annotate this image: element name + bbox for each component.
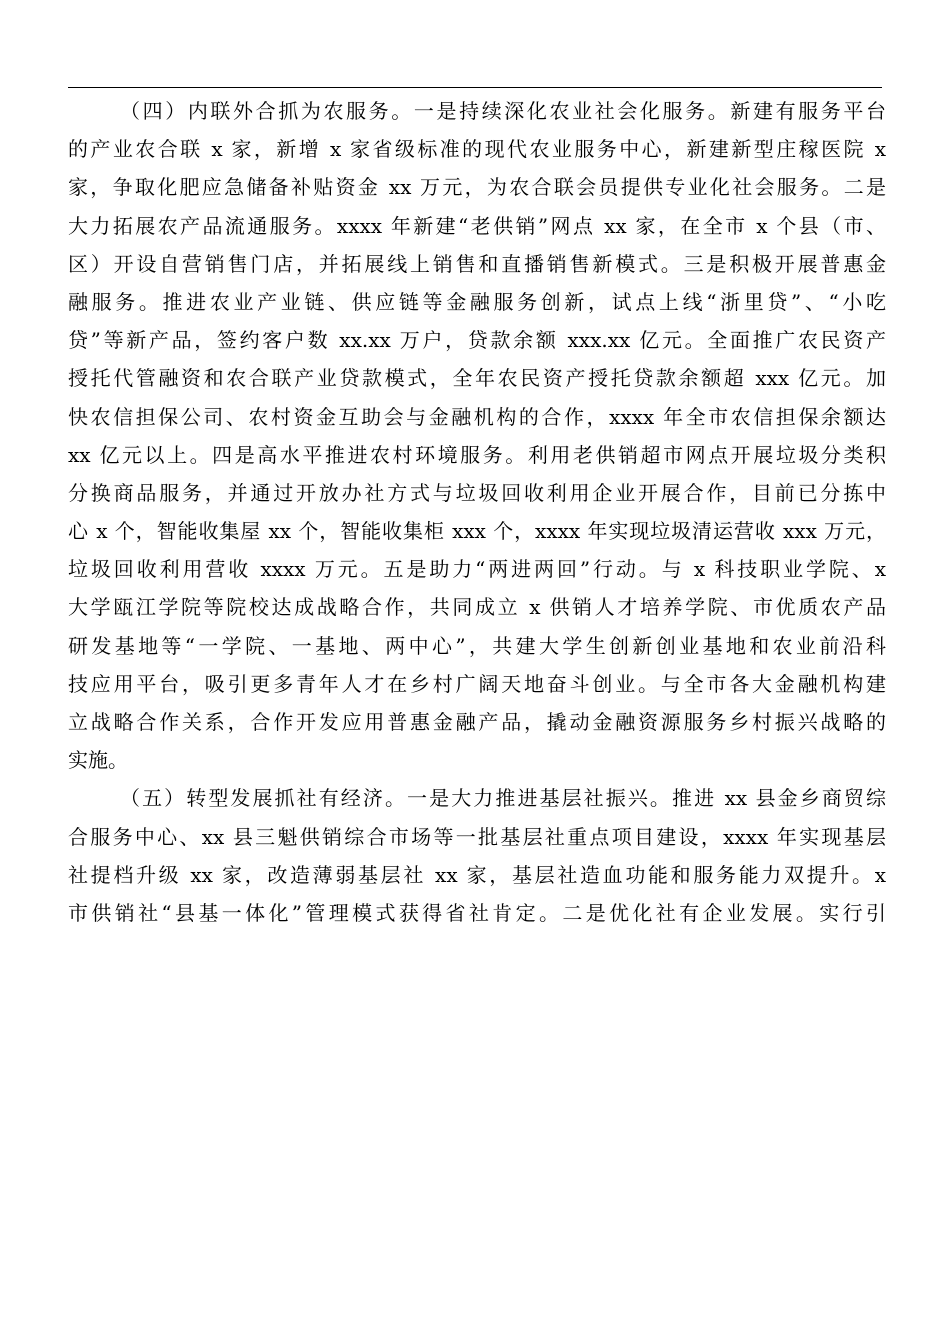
text-line: 心 x 个，智能收集屋 xx 个，智能收集柜 xxx 个，xxxx 年实现垃圾清运营收 xxx 万元， [68, 519, 886, 544]
text-line: 区）开设自营销售门店，并拓展线上销售和直播销售新模式。三是积极开展普惠金 [68, 251, 886, 276]
text-line: 实施。 [68, 748, 128, 773]
text-line: 分换商品服务，并通过开放办社方式与垃圾回收利用企业开展合作，目前已分拣中 [68, 480, 886, 505]
text-line: 合服务中心、xx 县三魁供销综合市场等一批基层社重点项目建设，xxxx 年实现基层 [68, 824, 886, 849]
text-line: 技应用平台，吸引更多青年人才在乡村广阔天地奋斗创业。与全市各大金融机构建 [68, 671, 886, 696]
text-line: 贷”等新产品，签约客户数 xx.xx 万户，贷款余额 xxx.xx 亿元。全面推广农民资产 [68, 328, 886, 353]
text-line: 授托代管融资和农合联产业贷款模式，全年农民资产授托贷款余额超 xxx 亿元。加 [68, 366, 886, 391]
paragraph-4 [68, 92, 886, 779]
text-line: （五）转型发展抓社有经济。一是大力推进基层社振兴。推进 xx 县金乡商贸综 [120, 786, 886, 811]
paragraph-5 [68, 779, 886, 932]
document-body [68, 92, 886, 932]
text-line: 大学瓯江学院等院校达成战略合作，共同成立 x 供销人才培养学院、市优质农产品 [68, 595, 886, 620]
text-line: （四）内联外合抓为农服务。一是持续深化农业社会化服务。新建有服务平台 [120, 99, 886, 123]
text-line: 市供销社“县基一体化”管理模式获得省社肯定。二是优化社有企业发展。实行引 [68, 900, 886, 925]
header-rule [68, 87, 882, 88]
text-line: 的产业农合联 x 家，新增 x 家省级标准的现代农业服务中心，新建新型庄稼医院 x [68, 137, 886, 162]
text-line: 研发基地等“一学院、一基地、两中心”，共建大学生创新创业基地和农业前沿科 [68, 633, 886, 658]
text-line: 家，争取化肥应急储备补贴资金 xx 万元，为农合联会员提供专业化社会服务。二是 [68, 175, 886, 200]
text-line: 融服务。推进农业产业链、供应链等金融服务创新，试点上线“浙里贷”、“小吃 [68, 289, 886, 314]
text-line: 快农信担保公司、农村资金互助会与金融机构的合作，xxxx 年全市农信担保余额达 [68, 404, 886, 429]
text-line: 立战略合作关系，合作开发应用普惠金融产品，撬动金融资源服务乡村振兴战略的 [68, 710, 886, 734]
text-line: 大力拓展农产品流通服务。xxxx 年新建“老供销”网点 xx 家，在全市 x 个县（市、 [68, 213, 886, 238]
text-line: xx 亿元以上。四是高水平推进农村环境服务。利用老供销超市网点开展垃圾分类积 [68, 442, 886, 467]
text-line: 社提档升级 xx 家，改造薄弱基层社 xx 家，基层社造血功能和服务能力双提升。x [68, 862, 886, 887]
text-line: 垃圾回收利用营收 xxxx 万元。五是助力“两进两回”行动。与 x 科技职业学院、x [68, 557, 886, 582]
